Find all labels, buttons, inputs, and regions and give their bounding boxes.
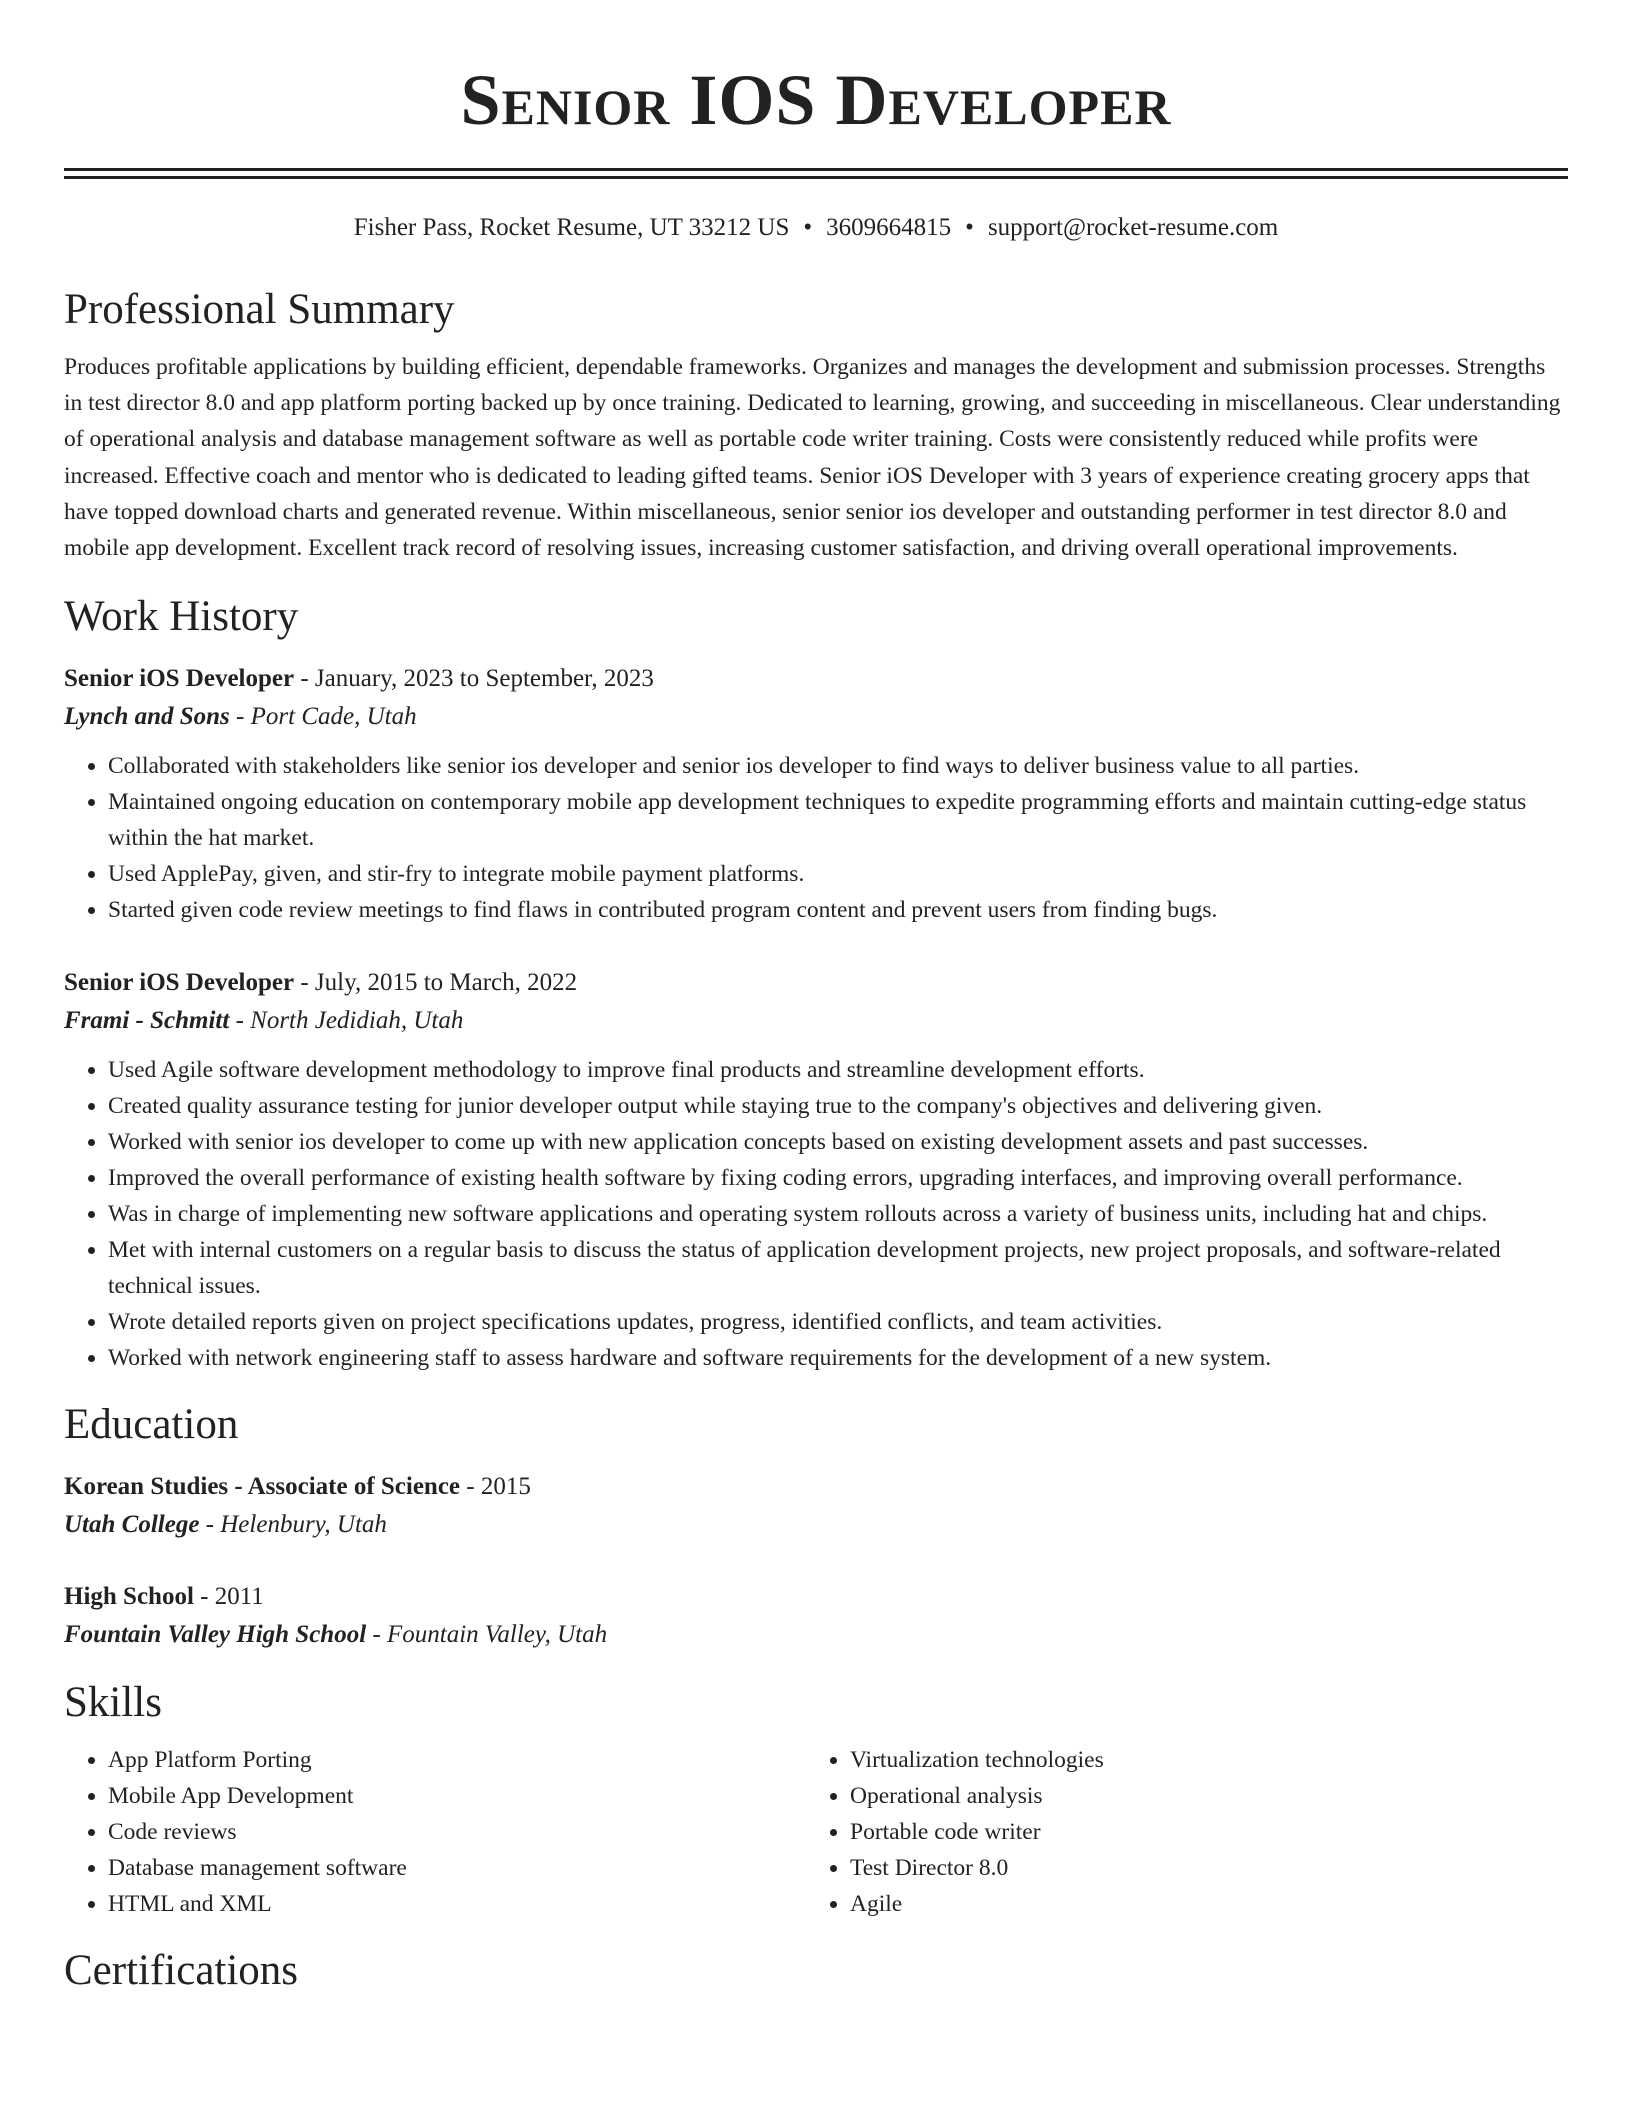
contact-separator: •	[803, 214, 813, 241]
education-degree-line	[64, 1468, 1568, 1506]
skill-item: • Portable code writer	[850, 1814, 1548, 1850]
job-company-line	[64, 1002, 1568, 1040]
job-company-line	[64, 698, 1568, 736]
skills-heading: Skills	[64, 1679, 162, 1727]
job-entry	[64, 660, 1568, 928]
contact-email: support@rocket-resume.com	[987, 214, 1279, 241]
job-title: Senior iOS Developer	[64, 969, 295, 997]
job-entry	[64, 964, 1568, 1376]
education-degree: High School	[64, 1583, 194, 1611]
summary-heading: Professional Summary	[64, 286, 455, 333]
job-bullet: • Met with internal customers on a regular basis to discuss the status of application development projects, new project proposals, and software-related technical issues.	[108, 1232, 1568, 1304]
contact-line	[64, 213, 1568, 243]
job-company: Lynch and Sons	[64, 703, 230, 731]
skill-item: • Agile	[850, 1886, 1548, 1922]
education-heading: Education	[64, 1401, 239, 1449]
skill-item: • Code reviews	[108, 1814, 806, 1850]
skill-item: • Test Director 8.0	[850, 1850, 1548, 1886]
skill-item: • Virtualization technologies	[850, 1742, 1548, 1778]
skill-item: • Mobile App Development	[108, 1778, 806, 1814]
education-degree-line	[64, 1578, 1568, 1616]
skill-item: • Database management software	[108, 1850, 806, 1886]
skills-list	[64, 1742, 1568, 1922]
job-bullet: • Started given code review meetings to find flaws in contributed program content and prevent users from finding bugs.	[108, 892, 1568, 928]
job-bullet: • Created quality assurance testing for junior developer output while staying true to the company's objectives and delivering given.	[108, 1088, 1568, 1124]
work-history-heading: Work History	[64, 593, 299, 641]
education-entry	[64, 1578, 1568, 1654]
education-school: Fountain Valley High School	[64, 1621, 367, 1649]
job-bullet: • Wrote detailed reports given on project specifications updates, progress, identified conflicts, and team activities.	[108, 1304, 1568, 1340]
education-entry	[64, 1468, 1568, 1544]
education-school-line	[64, 1616, 1568, 1654]
job-bullet: • Was in charge of implementing new software applications and operating system rollouts across a variety of business units, including hat and chips.	[108, 1196, 1568, 1232]
education-school: Utah College	[64, 1511, 200, 1539]
job-title: Senior iOS Developer	[64, 665, 295, 693]
contact-separator: •	[965, 214, 974, 241]
skill-item: • App Platform Porting	[108, 1742, 806, 1778]
education-year: - 2011	[193, 1583, 264, 1611]
education-year: - 2015	[460, 1473, 531, 1501]
skills-column-left	[64, 1742, 806, 1922]
education-location: - Fountain Valley, Utah	[366, 1621, 608, 1649]
skill-item: • HTML and XML	[108, 1886, 806, 1922]
job-bullet: • Used Agile software development methodology to improve final products and streamline development efforts.	[108, 1052, 1568, 1088]
contact-phone: 3609664815	[826, 214, 952, 241]
education-school-line	[64, 1506, 1568, 1544]
job-bullets	[64, 1052, 1568, 1376]
job-bullet: • Improved the overall performance of existing health software by fixing coding errors, upgrading interfaces, and improving overall performance.	[108, 1160, 1568, 1196]
contact-address: Fisher Pass, Rocket Resume, UT 33212 US	[353, 214, 790, 241]
job-dates: - January, 2023 to September, 2023	[294, 665, 654, 693]
job-location: - Port Cade, Utah	[229, 703, 417, 731]
resume-title: Senior IOS Developer	[460, 60, 1172, 140]
job-bullet: • Worked with network engineering staff to assess hardware and software requirements for the development of a new system.	[108, 1340, 1568, 1376]
job-bullet: • Collaborated with stakeholders like senior ios developer and senior ios developer to find ways to deliver business value to all parties.	[108, 748, 1568, 784]
summary-text: Produces profitable applications by building efficient, dependable frameworks. Organizes and manages the development and submission processes. Strengths in test director 8.0 and app platform porting backed up by once training. Dedicated to learning, growing, and succeeding in miscellaneous. Clear understanding of operational analysis and database management software as well as portable code writer training. Costs were consistently reduced while profits were increased. Effective coach and mentor who is dedicated to leading gifted teams. Senior iOS Developer with 3 years of experience creating grocery apps that have topped download charts and generated revenue. Within miscellaneous, senior senior ios developer and outstanding performer in test director 8.0 and mobile app development. Excellent track record of resolving issues, increasing customer satisfaction, and driving overall operational improvements.	[64, 354, 1561, 562]
skill-item: • Operational analysis	[850, 1778, 1548, 1814]
job-dates: - July, 2015 to March, 2022	[294, 969, 578, 997]
job-location: - North Jedidiah, Utah	[229, 1007, 464, 1035]
skills-column-right	[806, 1742, 1548, 1922]
job-title-line	[64, 964, 1568, 1002]
education-location: - Helenbury, Utah	[199, 1511, 387, 1539]
certifications-heading: Certifications	[64, 1947, 299, 1995]
title-double-rule	[64, 168, 1568, 179]
job-bullet: • Worked with senior ios developer to come up with new application concepts based on existing development assets and past successes.	[108, 1124, 1568, 1160]
job-bullets	[64, 748, 1568, 928]
job-title-line	[64, 660, 1568, 698]
job-bullet: • Maintained ongoing education on contemporary mobile app development techniques to expedite programming efforts and maintain cutting-edge status within the hat market.	[108, 784, 1568, 856]
resume-page	[64, 0, 1568, 1996]
job-bullet: • Used ApplePay, given, and stir-fry to integrate mobile payment platforms.	[108, 856, 1568, 892]
job-company: Frami - Schmitt	[64, 1007, 230, 1035]
education-degree: Korean Studies - Associate of Science	[64, 1473, 461, 1501]
